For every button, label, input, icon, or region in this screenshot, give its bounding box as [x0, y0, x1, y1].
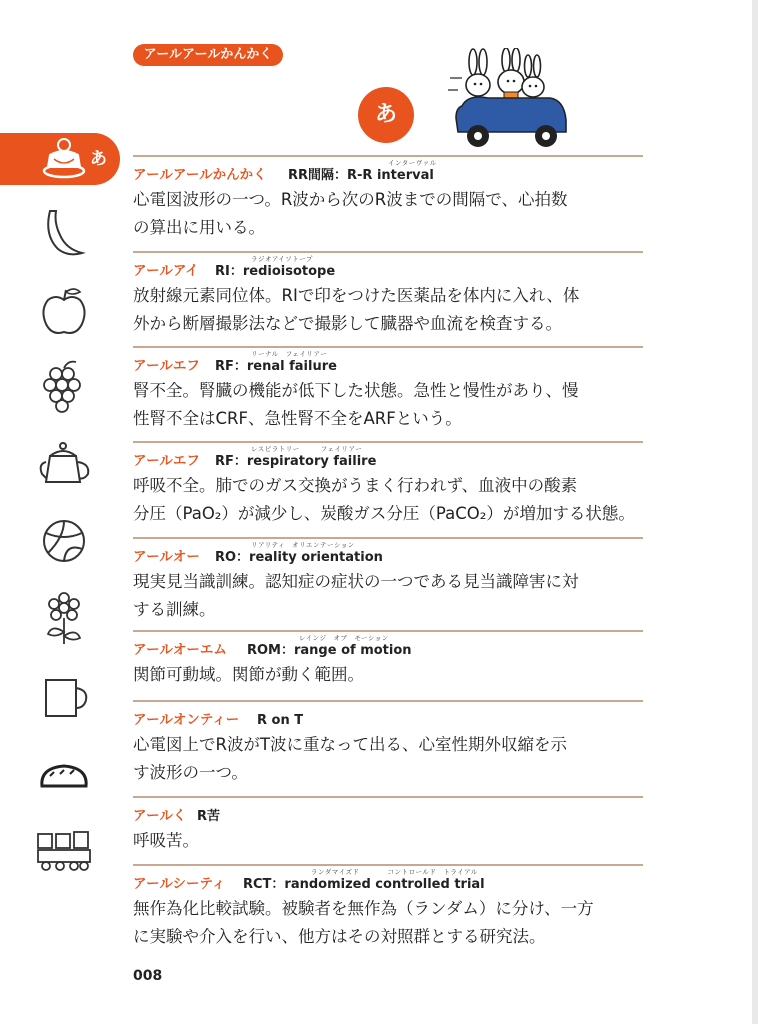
entry-term: アールオンティー: [133, 712, 240, 728]
entry-abbreviation: R on T: [257, 713, 304, 728]
entry-body-line: 呼吸不全。肺でのガス交換がうまく行われず、血液中の酸素: [133, 476, 578, 495]
entry-divider: [133, 441, 643, 443]
entry-abbreviation: ROM：range of motion: [247, 643, 412, 658]
bunny-car-illustration: [448, 48, 570, 156]
entry-term: アールアイ: [133, 263, 199, 279]
entry-abbreviation: RCT：randomized controlled trial: [243, 877, 485, 892]
entry-body-line: 腎不全。腎臓の機能が低下した状態。急性と慢性があり、慢: [133, 381, 579, 400]
entry-ruby: リアリティ オリエンテーション: [251, 541, 355, 549]
glossary-entry: [133, 796, 643, 855]
glossary-entry: [133, 346, 643, 433]
entry-abbreviation: RF：renal failure: [215, 359, 337, 374]
entry-body-line: の算出に用いる。: [133, 218, 265, 237]
entry-body-line: 性腎不全はCRF、急性腎不全をARFという。: [133, 409, 462, 428]
entry-divider: [133, 537, 643, 539]
flower-icon[interactable]: [36, 590, 92, 646]
glossary-entry: [133, 537, 643, 624]
entry-ruby: リーナル フェイリアー: [251, 350, 328, 358]
entry-divider: [133, 346, 643, 348]
entry-term: アールオーエム: [133, 642, 227, 658]
apple-icon[interactable]: [36, 284, 92, 340]
entry-body-line: 放射線元素同位体。RIで印をつけた医薬品を体内に入れ、体: [133, 286, 580, 305]
entry-term: アールシーティ: [133, 876, 226, 892]
entry-divider: [133, 155, 643, 157]
glossary-entry: [133, 864, 643, 951]
entry-term: アールく: [133, 808, 187, 824]
entry-body-line: 呼吸苦。: [133, 831, 199, 850]
entry-body-line: 関節可動域。関節が動く範囲。: [133, 665, 364, 684]
entry-term: アールエフ: [133, 358, 200, 374]
entry-divider: [133, 700, 643, 702]
glossary-entry: [133, 630, 643, 689]
banana-icon[interactable]: [36, 205, 92, 261]
glossary-entry: [133, 700, 643, 787]
side-tab-kana: あ: [90, 149, 107, 169]
bread-icon[interactable]: [36, 746, 92, 802]
index-kana-circle: あ: [358, 87, 414, 143]
entry-abbreviation: R苦: [197, 809, 221, 824]
entry-body-line: 現実見当識訓練。認知症の症状の一つである見当識障害に対: [133, 572, 579, 591]
entry-divider: [133, 796, 643, 798]
entry-ruby: ラジオアイソトープ: [251, 255, 313, 263]
entry-ruby: レスピラトリー フェイリアー: [251, 445, 363, 453]
pudding-icon: [40, 137, 86, 181]
entry-body-line: 無作為化比較試験。被験者を無作為（ランダム）に分け、一方: [133, 899, 594, 918]
glossary-entry: [133, 441, 643, 528]
entry-abbreviation: RI：redioisotope: [215, 264, 336, 279]
entry-body-line: 心電図上でR波がT波に重なって出る、心室性期外収縮を示: [133, 735, 568, 754]
entry-abbreviation: RR間隔：R-R interval: [288, 168, 434, 183]
entry-ruby: インターヴァル: [388, 159, 437, 167]
entry-ruby: ランダマイズド コントロールド トライアル: [311, 868, 478, 876]
entry-abbreviation: RO：reality orientation: [215, 550, 383, 565]
entry-body-line: 心電図波形の一つ。R波から次のR波までの間隔で、心拍数: [133, 190, 568, 209]
glossary-entry: [133, 251, 643, 338]
entry-divider: [133, 251, 643, 253]
side-index-tab-active[interactable]: [0, 133, 120, 185]
entry-body-line: する訓練。: [133, 600, 216, 619]
glossary-entry: [133, 155, 643, 242]
train-icon[interactable]: [36, 822, 92, 878]
ball-icon[interactable]: [36, 513, 92, 569]
mug-icon[interactable]: [36, 668, 92, 724]
entry-body-line: 分圧（PaO₂）が減少し、炭酸ガス分圧（PaCO₂）が増加する状態。: [133, 504, 635, 523]
header-title: アールアールかんかく: [133, 44, 283, 66]
entry-abbreviation: RF：respiratory failire: [215, 454, 377, 469]
entry-divider: [133, 630, 643, 632]
entry-ruby: レインジ オブ モーション: [299, 634, 389, 642]
page-number: 008: [133, 968, 163, 984]
entry-body-line: に実験や介入を行い、他方はその対照群とする研究法。: [133, 927, 546, 946]
entry-term: アールエフ: [133, 453, 200, 469]
entry-body-line: す波形の一つ。: [133, 763, 248, 782]
entry-divider: [133, 864, 643, 866]
entry-term: アールオー: [133, 549, 200, 565]
entry-body-line: 外から断層撮影法などで撮影して臓器や血流を検査する。: [133, 314, 562, 333]
teapot-icon[interactable]: [36, 434, 92, 490]
entry-term: アールアールかんかく: [133, 167, 267, 183]
page-edge: [752, 0, 758, 1024]
grapes-icon[interactable]: [36, 358, 92, 414]
